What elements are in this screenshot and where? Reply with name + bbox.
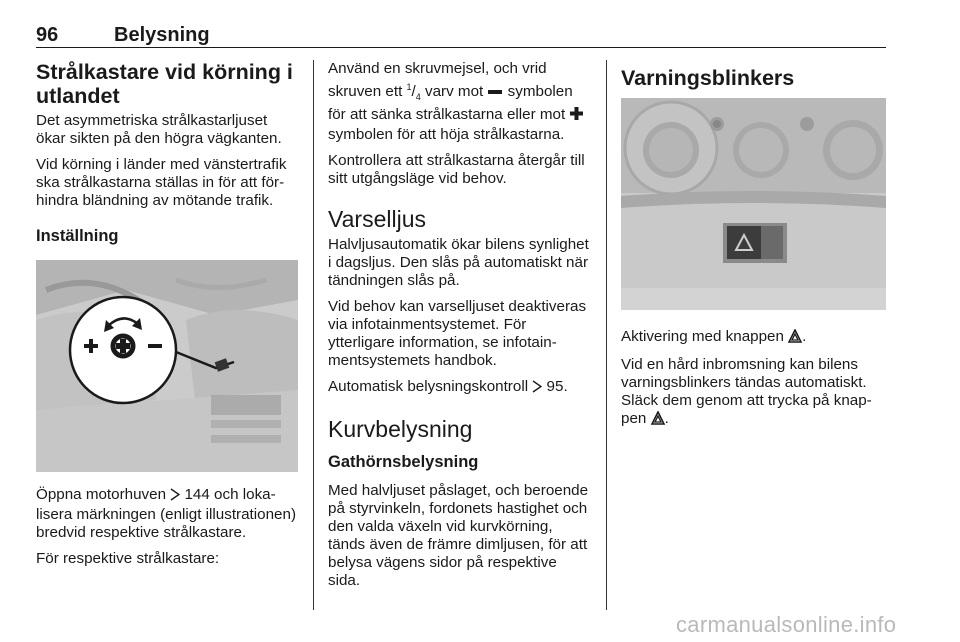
section-heading-abroad: Strålkastare vid körning i utlandet — [36, 60, 293, 108]
column-right — [621, 60, 886, 438]
column-middle — [328, 60, 590, 598]
column-divider — [606, 60, 607, 610]
paragraph: Halvljusautomatik ökar bilens synlighet i dagsljus. Den slås på automatiskt när tändningen slås på. — [328, 236, 589, 290]
hazard-triangle-icon — [651, 411, 665, 430]
section-heading-daytime-lights: Varselljus — [328, 206, 426, 233]
column-divider — [313, 60, 314, 610]
paragraph: Automatisk belysningskontroll 95. — [328, 378, 590, 398]
column-left — [36, 60, 298, 576]
paragraph: Vid behov kan varselljuset deaktiveras via infotainmentsystemet. För ytterligare information, se infotainmentsystemets handbok. — [328, 298, 587, 370]
paragraph: Det asymmetriska strålkastarljuset ökar sikten på den högra vägkanten. — [36, 112, 282, 147]
page-reference-arrow-icon — [532, 380, 542, 398]
paragraph: För respektive strålkastare: — [36, 550, 220, 567]
section-heading-cornering: Kurvbelysning — [328, 416, 473, 443]
paragraph: Med halvljuset påslaget, och beroende på styrvinkeln, fordonets hastighet och den valda växeln vid kurvkörning, tänds även de främre dimljusen, för att belysa vägens sidor på respektive sida. — [328, 482, 589, 590]
watermark: carmanualsonline.info — [676, 612, 897, 637]
plus-symbol-icon — [569, 106, 584, 126]
paragraph: Aktivering med knappen . — [621, 328, 886, 348]
page-reference-link[interactable]: 144 — [184, 486, 210, 503]
page-reference-arrow-icon — [170, 488, 180, 506]
minus-symbol-icon — [487, 85, 503, 103]
paragraph: Vid en hård inbromsning kan bilens varningsblinkers tändas automatiskt. Släck dem genom att trycka på knappen . — [621, 356, 886, 430]
subheading-cornering-lights: Gathörnsbelysning — [328, 453, 479, 472]
paragraph: Vid körning i länder med vänstertrafik ska strålkastarna ställas in för att förhindra bländning av mötande trafik. — [36, 156, 287, 209]
hazard-switch-illustration — [621, 98, 886, 310]
paragraph: Kontrollera att strålkastarna återgår till sitt utgångsläge vid behov. — [328, 152, 585, 188]
paragraph: Använd en skruvmejsel, och vrid skruven ett $^1/_4$ varv mot symbolen för att sänka strålkastarna eller mot symbolen för att höja strålkastarna. — [328, 60, 590, 144]
page-reference-link[interactable]: 95 — [546, 378, 564, 396]
subheading-setting: Inställning — [36, 227, 119, 245]
chapter-title: Belysning — [114, 24, 210, 46]
page-header — [36, 14, 886, 48]
hazard-triangle-icon — [788, 329, 802, 348]
page-number: 96 — [36, 24, 59, 46]
section-heading-hazard: Varningsblinkers — [621, 66, 795, 90]
paragraph: Öppna motorhuven 144 och lokalisera märkningen (enligt illustrationen) bredvid respektive strålkastare. — [36, 486, 296, 541]
headlamp-adjustment-illustration — [36, 260, 298, 472]
